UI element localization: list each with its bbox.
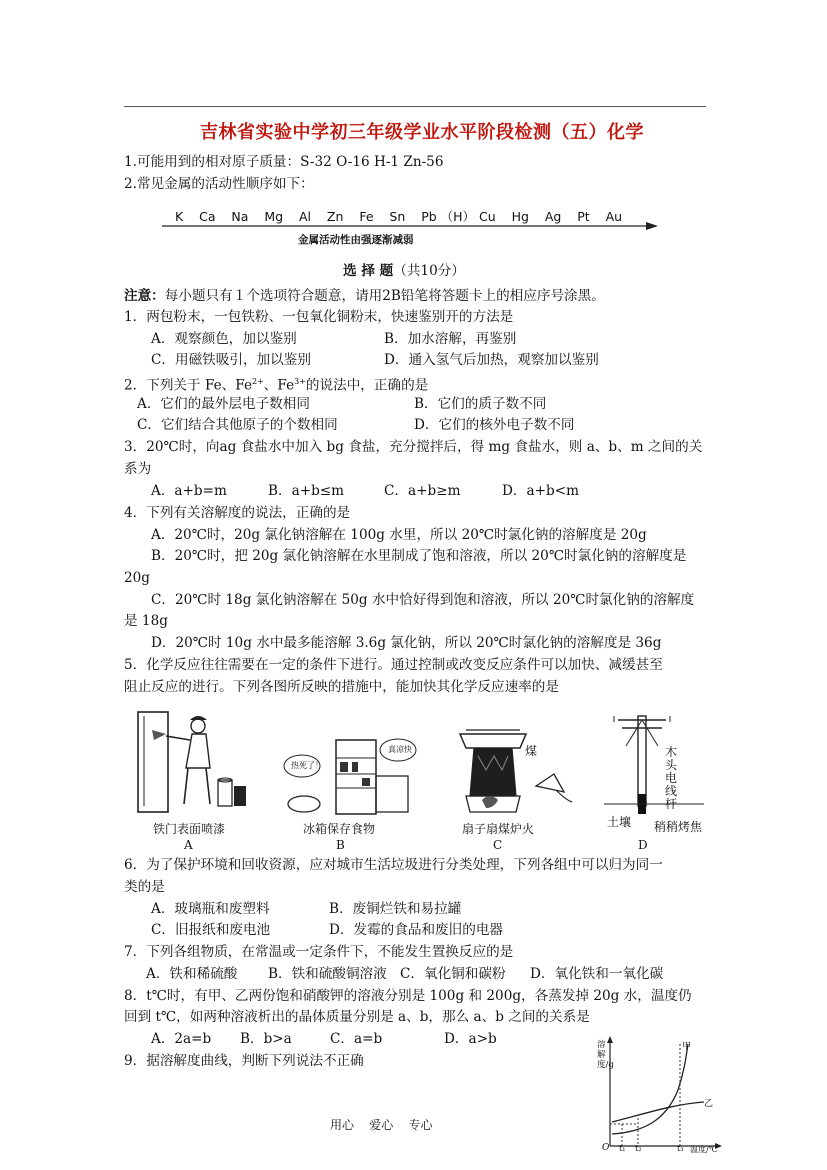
chart-curve-yi-label: 乙 (704, 1099, 714, 1109)
q5-label-pole (665, 746, 679, 811)
solubility-chart (594, 1034, 724, 1156)
chart-origin: O (602, 1143, 610, 1153)
q7-stem: 7．下列各组物质，在常温或一定条件下，不能发生置换反应的是 (124, 944, 514, 960)
q2-option-a: A．它们的最外层电子数相同 (137, 396, 310, 412)
intro-line-2: 2.常见金属的活动性顺序如下： (124, 176, 314, 192)
q7-option-c: C．氧化铜和碳粉 (400, 966, 506, 982)
coal-stove (470, 748, 516, 796)
pole-label-text: 木头电线杆 (665, 745, 678, 811)
q1-option-b: B．加水溶解，再鉴别 (384, 331, 517, 347)
q2-option-c: C．它们结合其他原子的个数相同 (137, 417, 338, 433)
q2-stem-post: 的说法中，正确的是 (305, 377, 429, 394)
metal-H: （H） (440, 209, 476, 224)
chart-xlabel: 温度/℃ (690, 1145, 718, 1154)
q6-option-c: C．旧报纸和废电池 (151, 922, 271, 938)
metal-Zn: Zn (326, 209, 344, 224)
q5-caption-d: 稍稍烤焦 (654, 820, 703, 834)
q9-stem: 9．据溶解度曲线，判断下列说法不正确 (124, 1053, 364, 1069)
metal-Ca: Ca (199, 209, 216, 224)
q4-option-b-line2: 20g (124, 570, 150, 586)
q2-sup-2: 3+ (294, 377, 306, 386)
q8-option-d: D．a>b (444, 1031, 497, 1047)
fridge (336, 740, 376, 814)
curve-jia (612, 1044, 688, 1134)
q4-stem: 4．下列有关溶解度的说法，正确的是 (124, 505, 351, 521)
food-plate (288, 796, 320, 812)
q4-option-d: D．20℃时 10g 水中最多能溶解 3.6g 氯化钠，所以 20℃时氯化钠的溶解度是 36g (151, 635, 662, 651)
q2-stem-pre: 2．下列关于 Fe、Fe (124, 377, 252, 394)
q1-option-d: D．通入氢气后加热，观察加以鉴别 (384, 352, 599, 368)
wood-pole (638, 716, 646, 806)
paint-can (218, 780, 232, 806)
q5-letter-a: A (184, 838, 193, 852)
chart-ylabel-text: 溶解度/g (597, 1040, 614, 1070)
section-title: 选 择 题 (343, 263, 394, 279)
q2-option-d: D．它们的核外电子数不同 (414, 417, 575, 433)
q7-option-a: A．铁和稀硫酸 (146, 966, 238, 982)
q5-caption-a: 铁门表面喷漆 (153, 822, 226, 836)
q5-stem-2: 阻止反应的进行。下列各图所反映的措施中，能加快其化学反应速率的是 (124, 679, 559, 695)
q3-stem-2: 系为 (124, 461, 152, 477)
section-heading (343, 262, 465, 280)
metal-Cu: Cu (479, 209, 496, 224)
q6-option-b: B．废铜烂铁和易拉罐 (329, 901, 462, 917)
arrow-caption: 金属活动性由强逐渐减弱 (298, 234, 414, 246)
q5-picture-a (130, 706, 250, 818)
q1-option-a: A．观察颜色，加以鉴别 (151, 331, 297, 347)
metal-Ag: Ag (544, 209, 562, 224)
q5-letter-d: D (638, 838, 648, 852)
note-text: 每小题只有１个选项符合题意，请用2B铅笔将答题卡上的相应序号涂黑。 (164, 288, 605, 304)
intro-line-1: 1.可能用到的相对原子质量：S-32 O-16 H-1 Zn-56 (124, 154, 444, 170)
q4-option-b-line1: B．20℃时，把 20g 氯化钠溶解在水里制成了饱和溶液，所以 20℃时氯化钠的溶解度是 (151, 548, 687, 564)
hand-fan (536, 774, 564, 792)
q6-stem-1: 6．为了保护环境和回收资源，应对城市生活垃圾进行分类处理，下列各组中可以归为同一 (124, 857, 663, 873)
q6-stem-2: 类的是 (124, 879, 165, 895)
q7-option-d: D．氧化铁和一氧化碳 (530, 966, 664, 982)
chart-x-tick-t1: t₁ (619, 1144, 626, 1153)
q8-option-b: B．b>a (240, 1031, 292, 1047)
q5-caption-b: 冰箱保存食物 (303, 822, 376, 836)
q5-bubble-cool: 真凉快 (388, 745, 412, 754)
chart-x-tick-t2: t₂ (635, 1144, 642, 1153)
q3-option-a: A．a+b=m (151, 483, 227, 499)
q5-letter-b: B (336, 838, 345, 852)
q4-option-c-line2: 是 18g (124, 613, 168, 629)
metal-Sn: Sn (389, 209, 406, 224)
q6-option-d: D．发霉的食品和废旧的电器 (329, 922, 504, 938)
q3-option-c: C．a+b≥m (384, 483, 461, 499)
q5-caption-c: 扇子扇煤炉火 (462, 822, 535, 836)
top-rule (124, 106, 706, 107)
q8-stem-2: 回到 t℃，如两种溶液析出的晶体质量分别是 a、b，那么 a、b 之间的关系是 (124, 1009, 590, 1025)
q5-picture-c (456, 726, 576, 820)
note-label: 注意： (124, 288, 165, 304)
q1-stem: 1．两包粉末，一包铁粉、一包氧化铜粉末，快速鉴别开的方法是 (124, 309, 514, 325)
chart-ylabel (597, 1040, 614, 1070)
metal-Pb: Pb (421, 209, 437, 224)
q2-stem-mid: 、Fe (263, 377, 295, 394)
q5-picture-d (604, 712, 704, 818)
q3-option-d: D．a+b<m (502, 483, 579, 499)
section-score: （共10分） (393, 263, 465, 279)
iron-door (138, 712, 168, 812)
chart-x-tick-t3: t₃ (677, 1144, 684, 1153)
metal-Fe: Fe (359, 209, 374, 224)
q8-option-a: A．2a=b (151, 1031, 212, 1047)
note (124, 287, 605, 305)
metal-Na: Na (231, 209, 249, 224)
q5-label-soil: 土壤 (607, 815, 632, 829)
q2-option-b: B．它们的质子数不同 (414, 396, 547, 412)
metal-Hg: Hg (511, 209, 529, 224)
q5-letter-c: C (493, 838, 503, 852)
metal-K: K (175, 209, 184, 224)
q5-bubble-hot: 热死了！ (291, 761, 323, 770)
metal-Mg: Mg (264, 209, 284, 224)
q2-sup-1: 2+ (252, 377, 264, 386)
metal-Al: Al (298, 209, 311, 224)
q6-option-a: A．玻璃瓶和废塑料 (151, 901, 270, 917)
q4-option-c-line1: C．20℃时 18g 氯化钠溶解在 50g 水中恰好得到饱和溶液，所以 20℃时氯化钠的溶解度 (151, 592, 695, 608)
metal-Au: Au (605, 209, 623, 224)
chart-curve-jia-label: 甲 (682, 1042, 692, 1052)
q2-stem (124, 373, 428, 395)
q8-stem-1: 8．t℃时，有甲、乙两份饱和硝酸钾的溶液分别是 100g 和 200g，各蒸发掉 20g 水，温度仍 (124, 988, 692, 1004)
q3-stem-1: 3．20℃时，向ag 食盐水中加入 bg 食盐，充分搅拌后，得 mg 食盐水，则 a、b、m 之间的关 (124, 439, 703, 455)
q8-option-c: C．a=b (330, 1031, 383, 1047)
metal-Pt: Pt (577, 209, 590, 224)
q7-option-b: B．铁和硫酸铜溶液 (268, 966, 387, 982)
q3-option-b: B．a+b≤m (268, 483, 345, 499)
activity-arrow (160, 220, 660, 232)
q1-option-c: C．用磁铁吸引，加以鉴别 (151, 352, 311, 368)
q5-label-coal: 煤 (525, 744, 538, 758)
painter-head (191, 719, 205, 733)
q4-option-a: A．20℃时，20g 氯化钠溶解在 100g 水里，所以 20℃时氯化钠的溶解度是 20g (151, 527, 647, 543)
page-title: 吉林省实验中学初三年级学业水平阶段检测（五）化学 (200, 122, 644, 143)
page-footer: 用心 爱心 专心 (330, 1118, 433, 1132)
q5-stem-1: 5．化学反应往往需要在一定的条件下进行。通过控制或改变反应条件可以加快、减缓甚至 (124, 657, 663, 673)
